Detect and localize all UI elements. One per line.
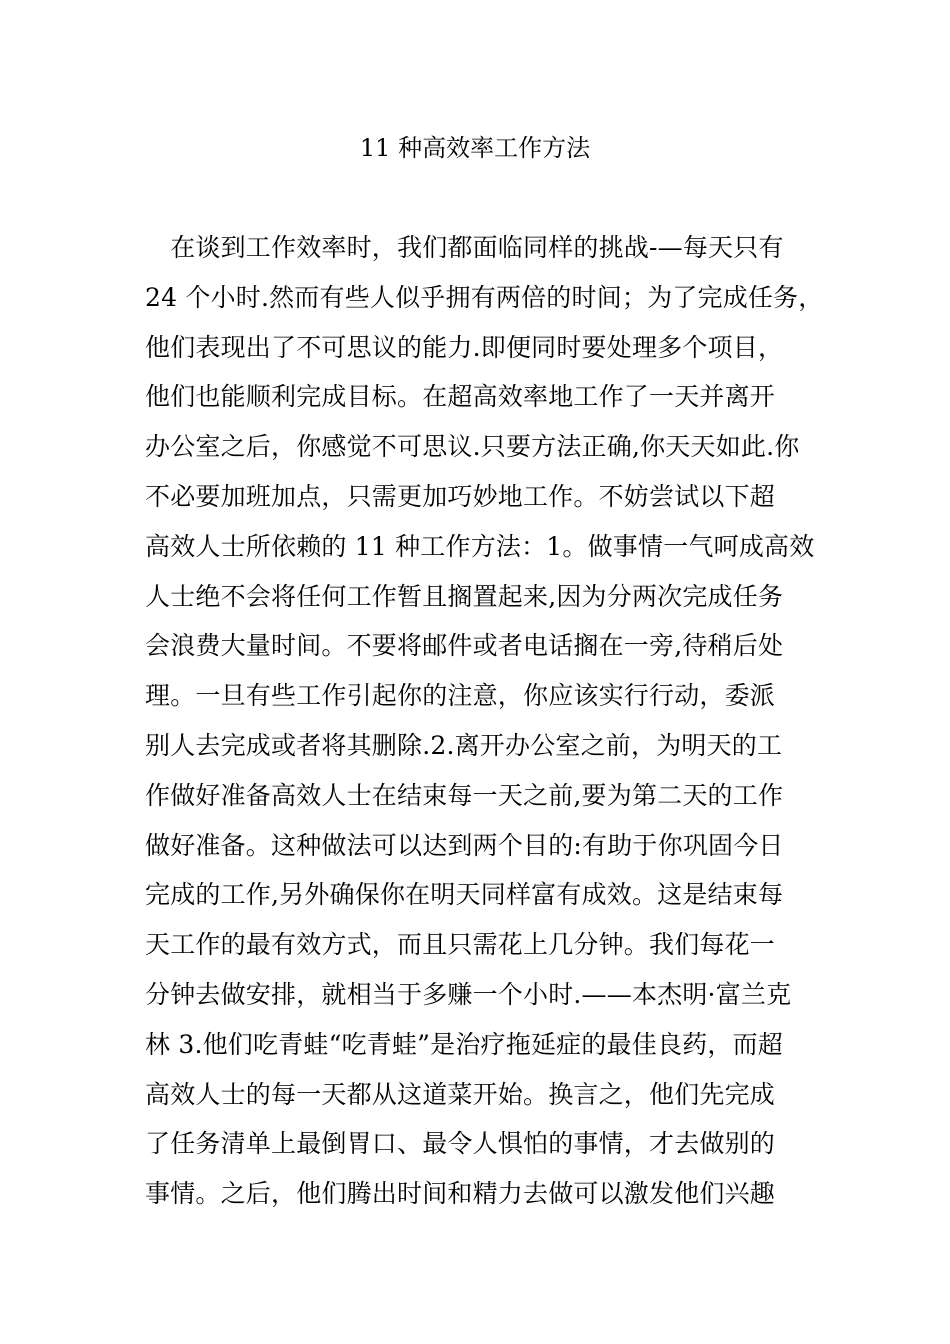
body-line: 完成的工作,另外确保你在明天同样富有成效。这是结束每 (145, 880, 784, 910)
body-line: 分钟去做安排，就相当于多赚一个小时.——本杰明·富兰克 (145, 979, 792, 1009)
body-line: 了任务清单上最倒胃口、最令人惧怕的事情，才去做别的 (145, 1129, 776, 1159)
body-line: 高效人士的每一天都从这道菜开始。换言之，他们先完成 (145, 1079, 776, 1109)
body-line: 作做好准备高效人士在结束每一天之前,要为第二天的工作 (145, 780, 784, 810)
body-line: 会浪费大量时间。不要将邮件或者电话搁在一旁,待稍后处 (145, 631, 784, 661)
body-line: 天工作的最有效方式，而且只需花上几分钟。我们每花一 (145, 930, 776, 960)
document-title: 11 种高效率工作方法 (359, 134, 591, 162)
body-line: 办公室之后，你感觉不可思议.只要方法正确,你天天如此.你 (145, 432, 800, 462)
body-line: 不必要加班加点，只需更加巧妙地工作。不妨尝试以下超 (145, 481, 776, 511)
body-line: 别人去完成或者将其删除.2.离开办公室之前，为明天的工 (145, 730, 783, 760)
body-line: 他们表现出了不可思议的能力.即便同时要处理多个项目， (145, 332, 784, 362)
body-line: 他们也能顺利完成目标。在超高效率地工作了一天并离开 (145, 382, 776, 412)
body-line: 做好准备。这种做法可以达到两个目的:有助于你巩固今日 (145, 830, 784, 860)
body-line: 理。一旦有些工作引起你的注意，你应该实行行动，委派 (145, 681, 776, 711)
body-line: 人士绝不会将任何工作暂且搁置起来,因为分两次完成任务 (145, 581, 784, 611)
body-line: 林 3.他们吃青蛙“吃青蛙”是治疗拖延症的最佳良药，而超 (145, 1029, 783, 1059)
body-line: 事情。之后，他们腾出时间和精力去做可以激发他们兴趣 (145, 1179, 776, 1209)
body-line: 24 个小时.然而有些人似乎拥有两倍的时间；为了完成任务， (145, 282, 824, 312)
body-line: 高效人士所依赖的 11 种工作方法：1。做事情一气呵成高效 (145, 531, 815, 561)
document-body (145, 228, 825, 1224)
body-line: 在谈到工作效率时，我们都面临同样的挑战-—每天只有 (145, 233, 784, 262)
